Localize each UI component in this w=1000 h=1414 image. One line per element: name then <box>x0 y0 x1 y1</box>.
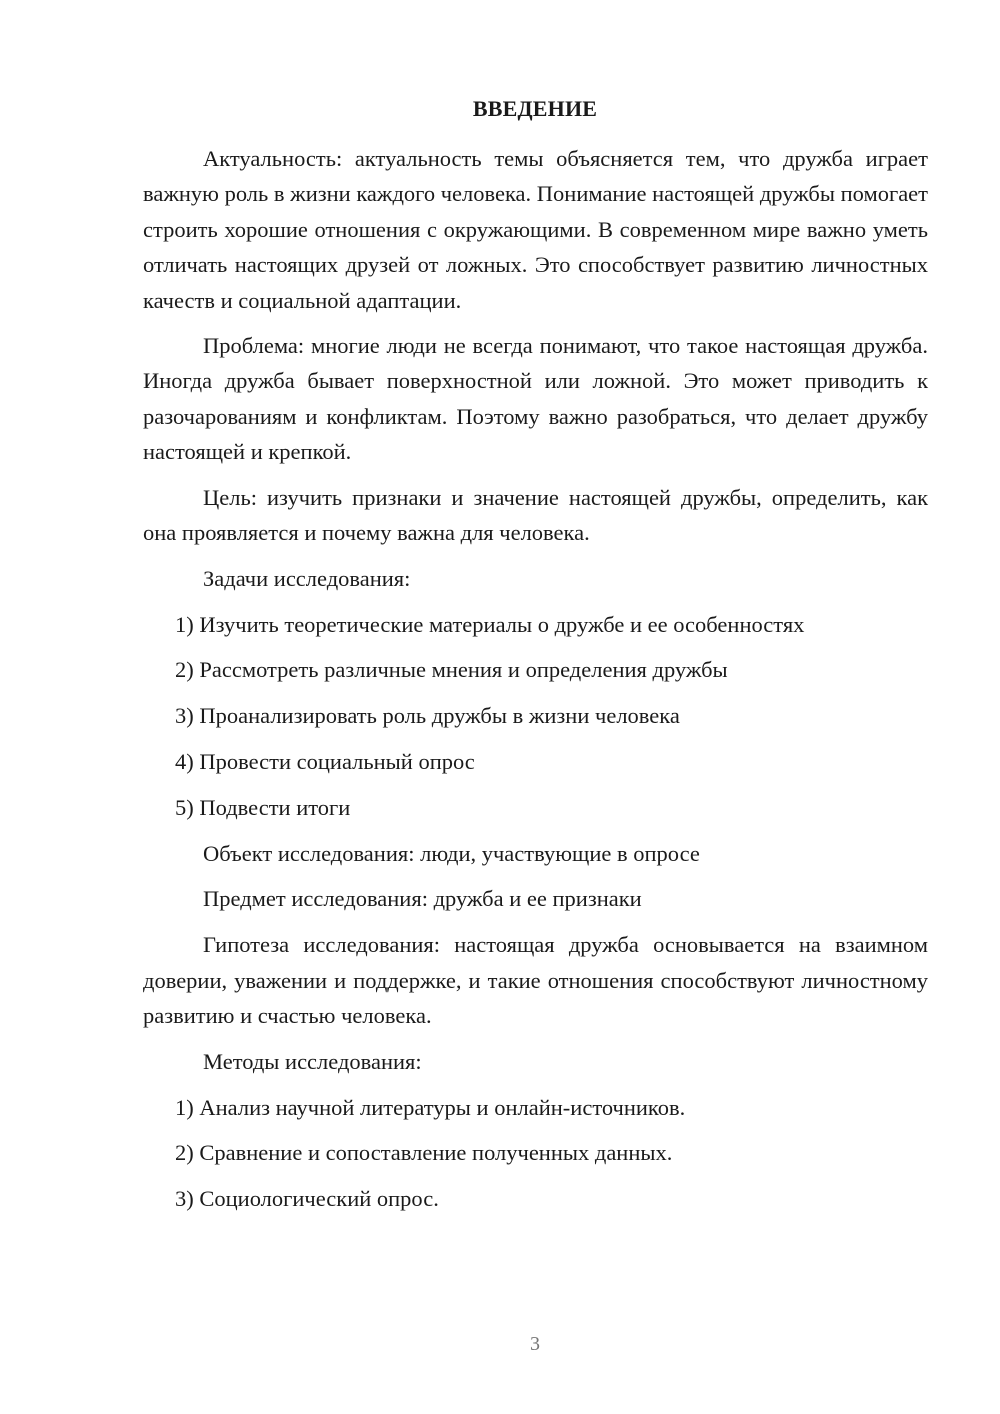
document-body <box>143 141 928 1217</box>
list-item: 2) Сравнение и сопоставление полученных данных. <box>175 1140 673 1166</box>
paragraph-object: Объект исследования: люди, участвующие в опросе <box>203 840 700 866</box>
methods-list <box>143 1090 928 1217</box>
list-item: 4) Провести социальный опрос <box>175 749 475 775</box>
list-item: 1) Анализ научной литературы и онлайн-источников. <box>175 1094 686 1120</box>
list-item: 3) Проанализировать роль дружбы в жизни человека <box>175 703 680 729</box>
paragraph-relevance: Актуальность: актуальность темы объясняется тем, что дружба играет важную роль в жизни каждого человека. Понимание настоящей дружбы помогает строить хорошие отношения с окружающими. В современном мире важно уметь отличать настоящих друзей от ложных. Это способствует развитию личностных качеств и социальной адаптации. <box>143 146 929 313</box>
tasks-list <box>143 607 928 826</box>
paragraph-goal: Цель: изучить признаки и значение настоящей дружбы, определить, как она проявляется и почему важна для человека. <box>143 484 928 546</box>
page-number: 3 <box>530 1333 540 1355</box>
list-item: 5) Подвести итоги <box>175 794 351 820</box>
paragraph-hypothesis: Гипотеза исследования: настоящая дружба основывается на взаимном доверии, уважении и поддержке, и такие отношения способствуют личностному развитию и счастью человека. <box>143 932 928 1029</box>
paragraph-problem: Проблема: многие люди не всегда понимают, что такое настоящая дружба. Иногда дружба бывает поверхностной или ложной. Это может приводить к разочарованиям и конфликтам. Поэтому важно разобраться, что делает дружбу настоящей и крепкой. <box>143 333 928 465</box>
methods-heading: Методы исследования: <box>203 1048 422 1074</box>
paragraph-subject: Предмет исследования: дружба и ее признаки <box>203 886 642 912</box>
tasks-heading: Задачи исследования: <box>203 565 411 591</box>
page-title: ВВЕДЕНИЕ <box>472 96 598 121</box>
list-item: 3) Социологический опрос. <box>175 1186 439 1212</box>
list-item: 2) Рассмотреть различные мнения и определения дружбы <box>175 657 728 683</box>
list-item: 1) Изучить теоретические материалы о дружбе и ее особенностях <box>175 611 805 637</box>
